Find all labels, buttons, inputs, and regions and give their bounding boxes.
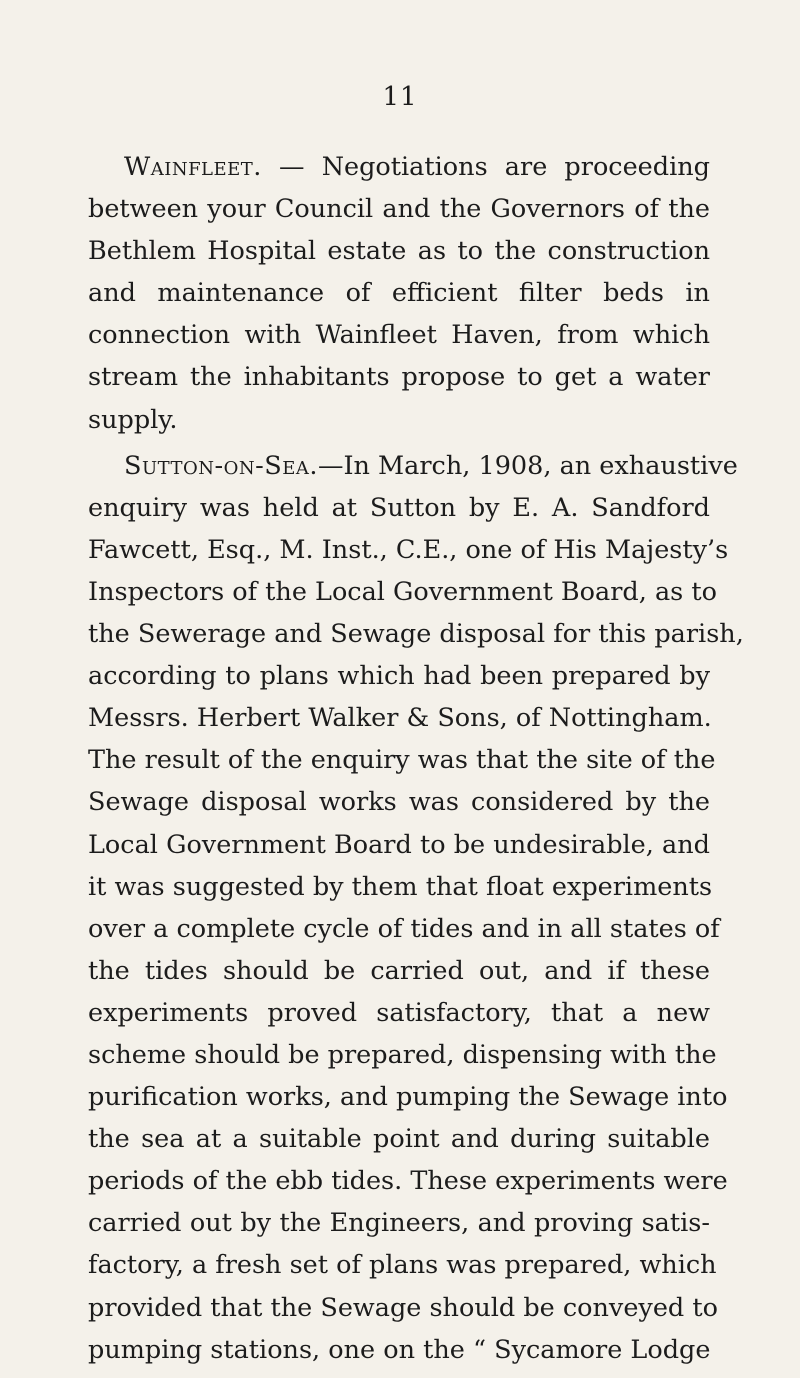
text-line: experiments proved satisfactory, that a new bbox=[88, 997, 710, 1028]
paragraph-wainfleet bbox=[88, 146, 710, 441]
text-line: factory, a fresh set of plans was prepared, which bbox=[88, 1250, 717, 1281]
page-number: 11 bbox=[382, 82, 418, 112]
text-line: the Sewerage and Sewage disposal for this parish, bbox=[88, 619, 744, 650]
text-line: scheme should be prepared, dispensing with the bbox=[88, 1039, 717, 1070]
text-line: it was suggested by them that float experiments bbox=[88, 871, 713, 902]
text-line: the tides should be carried out, and if these bbox=[88, 955, 710, 986]
text-line: provided that the Sewage should be conveyed to bbox=[88, 1292, 718, 1323]
text-line: The result of the enquiry was that the site of the bbox=[88, 745, 716, 776]
text-line: supply. bbox=[88, 404, 178, 435]
text-line: connection with Wainfleet Haven, from which bbox=[88, 320, 710, 351]
text-line: Wainfleet. — Negotiations are proceeding bbox=[124, 152, 710, 182]
text-line: the sea at a suitable point and during suitable bbox=[88, 1124, 710, 1155]
text-line: pumping stations, one on the “ Sycamore Lodge bbox=[88, 1334, 711, 1365]
text-line: carried out by the Engineers, and proving satis- bbox=[88, 1208, 710, 1239]
text-line: enquiry was held at Sutton by E. A. Sandford bbox=[88, 492, 710, 523]
text-line: between your Council and the Governors of the bbox=[88, 194, 710, 225]
text-line: according to plans which had been prepared by bbox=[88, 661, 710, 692]
text-line: purification works, and pumping the Sewage into bbox=[88, 1082, 728, 1113]
paragraph-heading: Wainfleet. bbox=[124, 152, 262, 182]
text-line: Local Government Board to be undesirable, and bbox=[88, 829, 710, 860]
text-line: stream the inhabitants propose to get a water bbox=[88, 362, 710, 393]
text-line: Messrs. Herbert Walker & Sons, of Nottingham. bbox=[88, 703, 712, 734]
text-line: Inspectors of the Local Government Board, as to bbox=[88, 576, 717, 607]
text-line: and maintenance of efficient filter beds in bbox=[88, 278, 710, 309]
body-text bbox=[88, 146, 744, 1371]
text-line: Bethlem Hospital estate as to the construction bbox=[88, 236, 710, 267]
text-line: Fawcett, Esq., M. Inst., C.E., one of His Majesty’s bbox=[88, 534, 729, 565]
paragraph-heading: Sutton-on-Sea. bbox=[124, 450, 318, 481]
text-line: Sewage disposal works was considered by the bbox=[88, 787, 710, 818]
text-line: over a complete cycle of tides and in all states of bbox=[88, 913, 720, 944]
text-line: Sutton-on-Sea.—In March, 1908, an exhaustive bbox=[124, 450, 738, 481]
paragraph-sutton-on-sea bbox=[88, 445, 744, 1371]
text-line: periods of the ebb tides. These experiments were bbox=[88, 1166, 728, 1197]
